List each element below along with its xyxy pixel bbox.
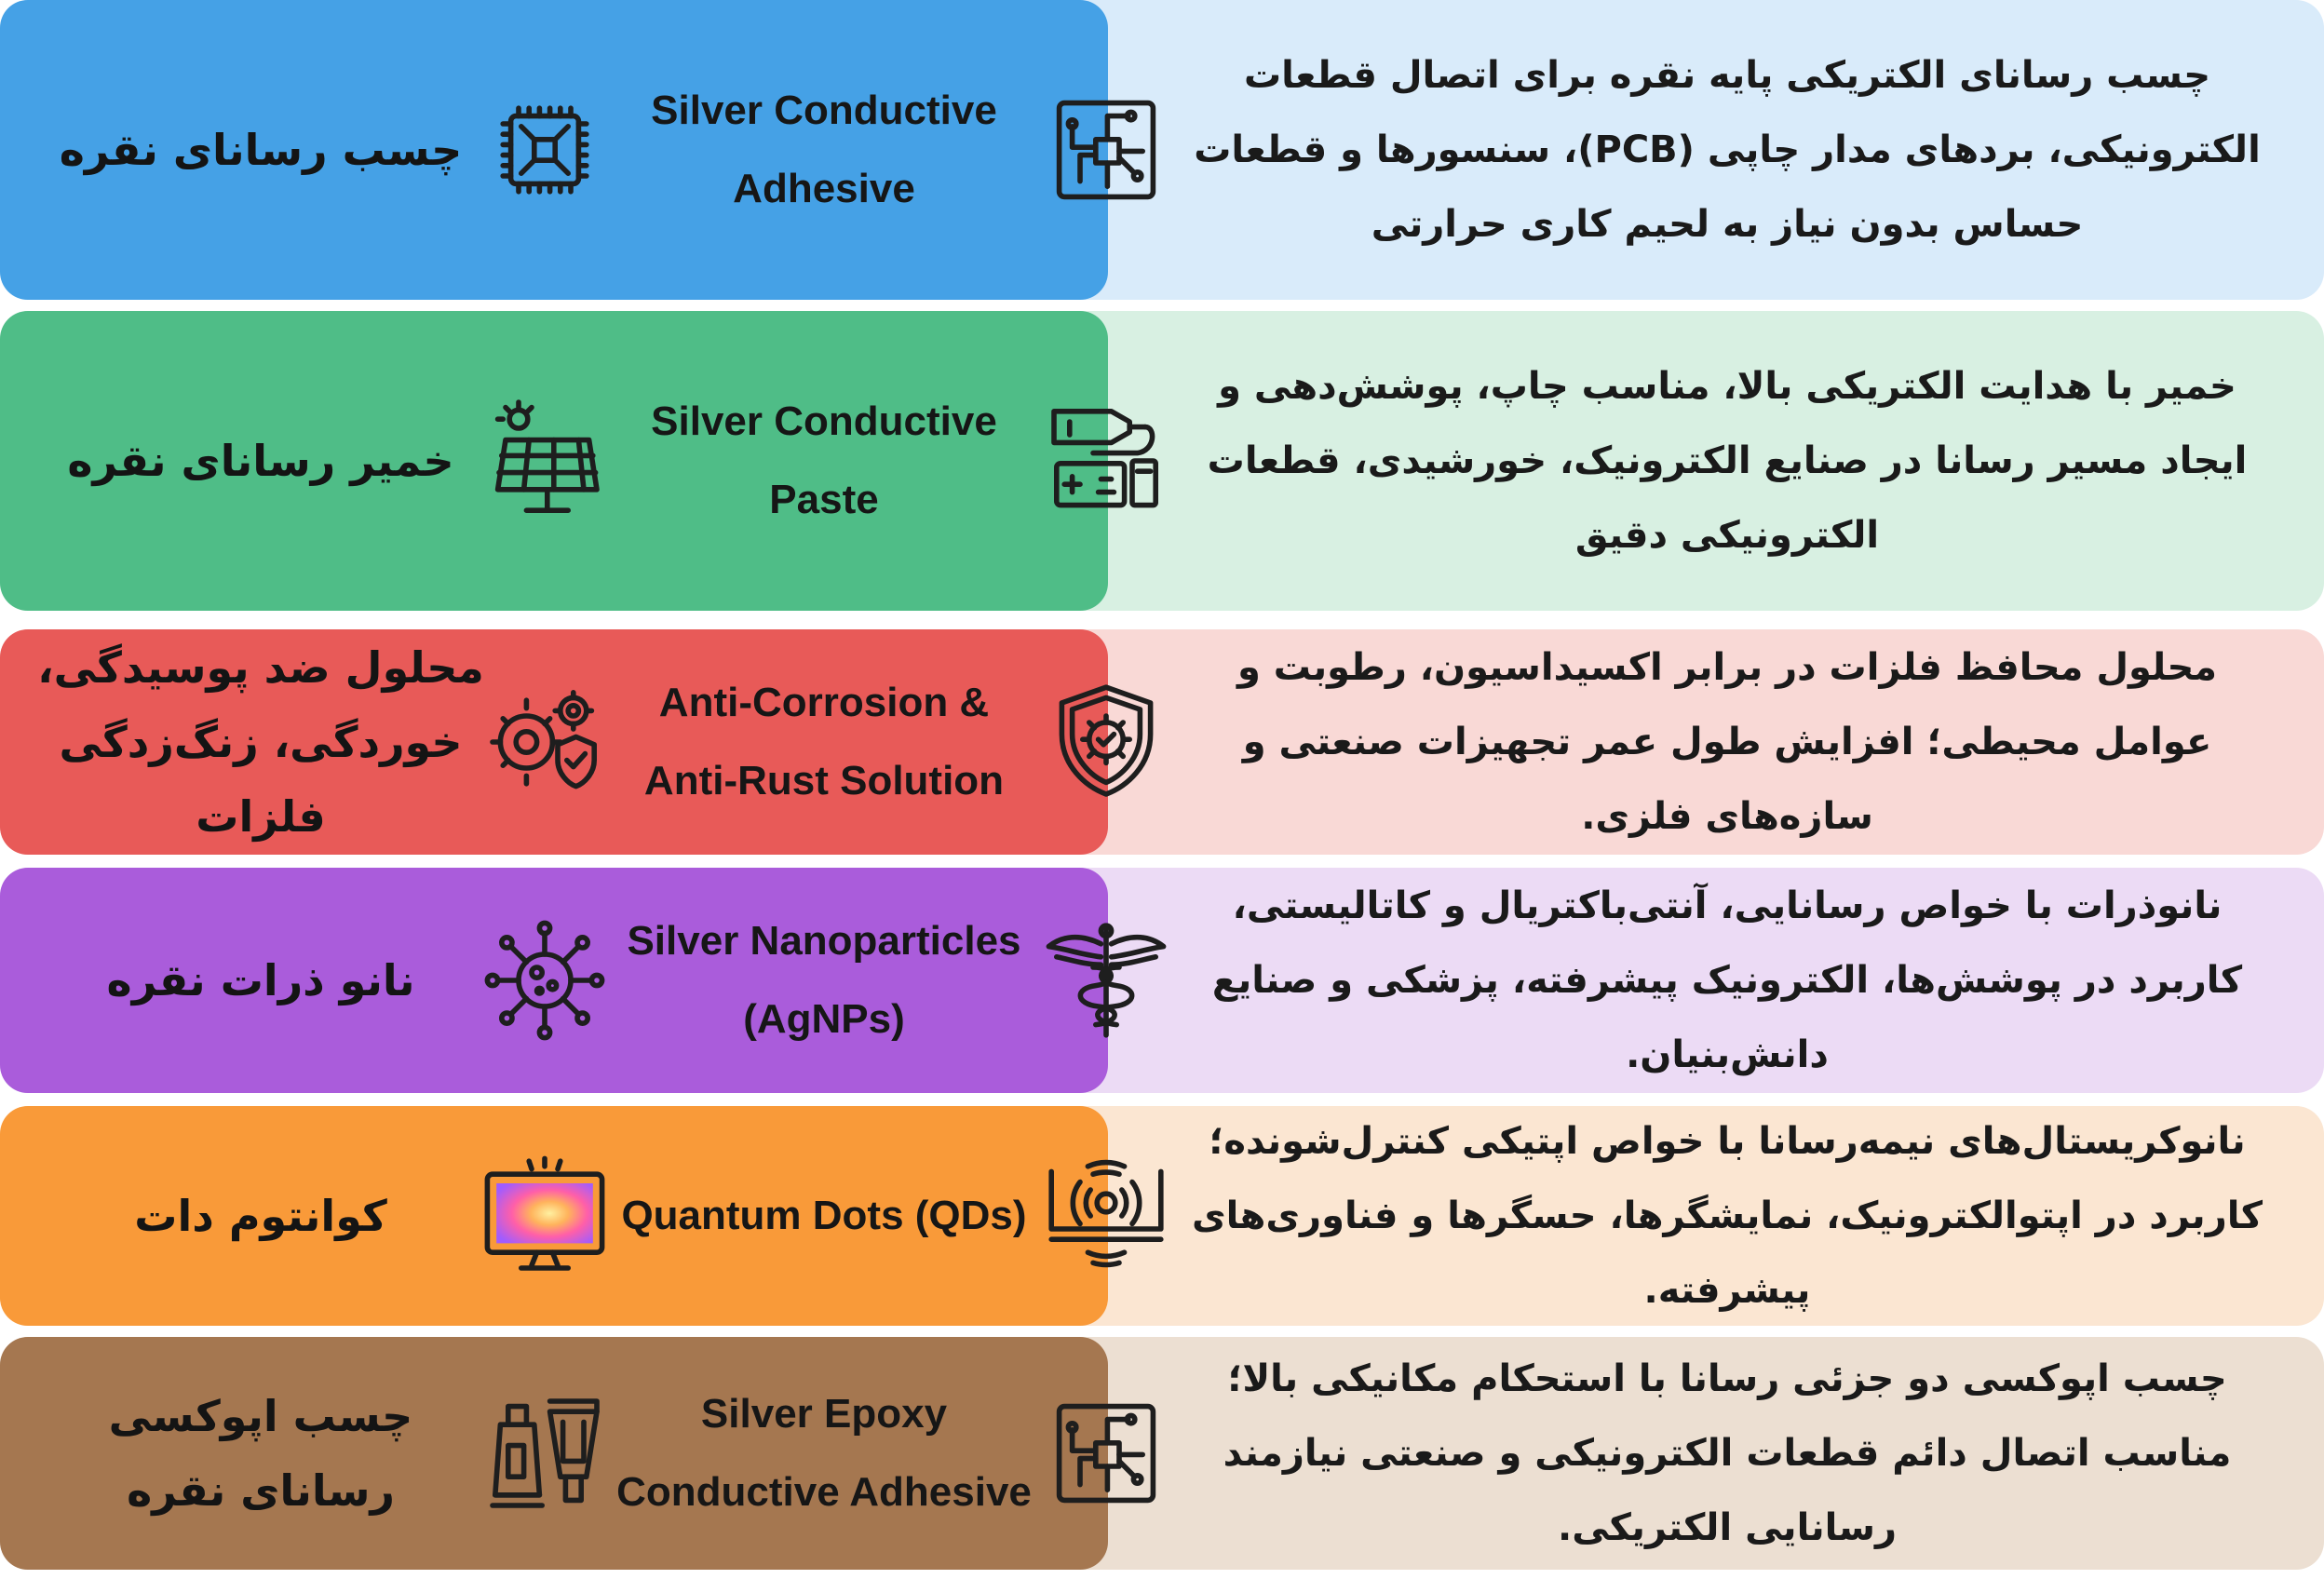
persian-title: نانو ذرات نقره [106,955,415,1005]
product-row-silver-adhesive [0,0,2324,300]
signal-sensor-icon [1041,1151,1171,1281]
microchip-icon [480,85,610,215]
english-title: Silver Conductive Adhesive [651,88,997,211]
solar-panel-icon [480,396,610,526]
caduceus-icon [1041,915,1171,1046]
gears-shield-icon [480,677,610,807]
shield-gear-icon [1041,677,1171,807]
product-description: چسب رسانای الکتریکی پایه نقره برای اتصال قطعات الکترونیکی، بردهای مدار چاپی (PCB)، سنسورها و قطعات حساس بدون نیاز به لحیم کاری حرارتی [1194,54,2261,246]
product-row-silver-nanoparticles [0,868,2324,1093]
product-row-anti-corrosion [0,629,2324,855]
product-row-silver-paste [0,311,2324,611]
persian-title: چسب اپوکسی رسانای نقره [108,1391,413,1516]
persian-title: خمیر رسانای نقره [67,436,454,486]
product-description: خمیر با هدایت الکتریکی بالا، مناسب چاپ، پوشش‌دهی و ایجاد مسیر رسانا در صنایع الکترونیک، خورشیدی، قطعات الکترونیکی دقیق [1207,365,2248,557]
persian-title: کوانتوم دات [134,1191,387,1241]
product-description: چسب اپوکسی دو جزئی رسانا با استحکام مکانیکی بالا؛ مناسب اتصال دائم قطعات الکترونیکی و صنعتی نیازمند رسانایی الکتریکی. [1223,1357,2232,1549]
english-title: Anti-Corrosion & Anti-Rust Solution [643,680,1005,803]
product-row-quantum-dots [0,1106,2324,1326]
persian-title: چسب رسانای نقره [59,125,463,175]
persian-title: محلول ضد پوسیدگی، خوردگی، زنگ‌زدگی فلزات [37,642,484,842]
monitor-display-icon [480,1151,610,1281]
circuit-board-chip-icon [1041,85,1171,215]
epoxy-tubes-icon [480,1388,610,1518]
english-title: Silver Nanoparticles (AgNPs) [627,918,1021,1042]
product-description: نانوذرات با خواص رسانایی، آنتی‌باکتریال و کاتالیستی، کاربرد در پوشش‌ها، الکترونیک پیشرفته، پزشکی و صنایع دانش‌بنیان. [1211,884,2243,1076]
product-row-silver-epoxy [0,1337,2324,1570]
english-title: Silver Conductive Paste [651,398,997,522]
product-description: محلول محافظ فلزات در برابر اکسیداسیون، رطوبت و عوامل محیطی؛ افزایش طول عمر تجهیزات صنعتی و سازه‌های فلزی. [1236,646,2218,838]
english-title: Quantum Dots (QDs) [621,1193,1027,1238]
paste-tube-device-icon [1041,396,1171,526]
product-description: نانوکریستال‌های نیمه‌رسانا با خواص اپتیکی کنترل‌شونده؛ کاربرد در اپتوالکترونیک، نمایشگرها، حسگرها و فناوری‌های پیشرفته. [1191,1120,2263,1312]
nanoparticle-icon [480,915,610,1046]
circuit-board-chip-icon [1041,1388,1171,1518]
english-title: Silver Epoxy Conductive Adhesive [616,1391,1032,1515]
